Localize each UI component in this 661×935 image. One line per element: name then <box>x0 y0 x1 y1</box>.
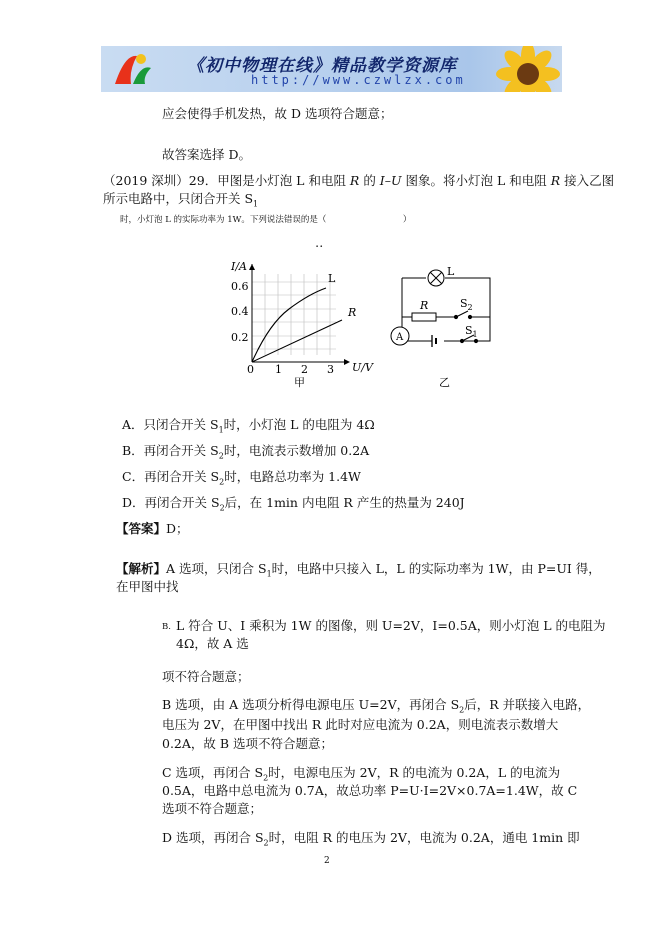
analysis-line <box>116 560 601 583</box>
ammeter-label: A <box>396 332 404 343</box>
text-span: B．再闭合开关 S <box>122 443 219 458</box>
text-span: C 选项，再闭合 S <box>162 765 264 780</box>
text-span: 时，电源电压为 2V，R 的电流为 0.2A，L 的电流为 <box>268 765 561 780</box>
text-span: （2019 深圳）29．甲图是小灯泡 L 和电阻 <box>103 173 350 188</box>
analysis-line: 0.2A，故 B 选项不符合题意； <box>162 736 334 751</box>
text-span: A．只闭合开关 S <box>122 417 219 432</box>
text-span: 的 <box>359 173 380 188</box>
analysis-line <box>162 829 580 852</box>
option-mark: B. <box>162 622 171 632</box>
answer <box>116 520 189 537</box>
analysis-line: 0.5A，电路中总电流为 0.7A，故总功率 P=U·I=2V×0.7A=1.4W，故 C <box>162 783 578 798</box>
text-span: 时，电路中只接入 L，L 的实际功率为 1W，由 P=UI 得， <box>271 561 601 576</box>
option-b <box>122 442 369 465</box>
resistor-icon <box>412 313 436 321</box>
analysis-line: 在甲图中找 <box>116 579 179 594</box>
subscript: 2 <box>263 773 269 783</box>
text-span: 时，电阻 R 的电压为 2V，电流为 0.2A，通电 1min 即 <box>268 830 580 845</box>
text-span: 后，在 1min 内电阻 R 产生的热量为 240J <box>224 495 465 510</box>
curve-L <box>252 288 326 362</box>
subscript: 2 <box>219 503 225 513</box>
banner-url: http://www.czwlzx.com <box>251 73 466 87</box>
x-axis-label: U/V <box>352 361 373 374</box>
text-span: C．再闭合开关 S <box>122 469 220 484</box>
text-span: 后，R 并联接入电路， <box>464 697 591 712</box>
figure <box>224 252 494 397</box>
text-span: 时，小灯泡 L 的电阻为 4Ω <box>223 417 375 432</box>
text-span: 接入乙图 <box>560 173 615 188</box>
y-tick: 0.6 <box>231 280 249 293</box>
text-span: 时，电流表示数增加 0.2A <box>223 443 370 458</box>
y-tick: 0.4 <box>231 305 249 318</box>
analysis-line: 电压为 2V，在甲图中找出 R 此时对应电流为 0.2A，则电流表示数增大 <box>162 717 559 732</box>
figure-caption-yi: 乙 <box>439 376 450 389</box>
text-span: R <box>550 173 561 188</box>
line-R <box>252 320 342 362</box>
answer-value: D； <box>166 521 189 536</box>
curve-label-L: L <box>328 272 336 285</box>
subscript: 2 <box>467 303 473 312</box>
text-line: 故答案选择 D。 <box>162 147 251 162</box>
y-tick: 0.2 <box>231 331 249 344</box>
text-span: S <box>465 324 473 337</box>
subscript: 2 <box>263 838 269 848</box>
subscript: 2 <box>219 477 225 487</box>
x-tick: 1 <box>275 363 282 376</box>
analysis-line: L 符合 U、I 乘积为 1W 的图像，则 U=2V，I=0.5A，则小灯泡 L 的电阻为 <box>176 618 606 633</box>
analysis-label: 【解析】 <box>116 561 167 576</box>
subscript: 2 <box>459 705 465 715</box>
analysis-line: 选项不符合题意； <box>162 801 263 816</box>
switch-s2-label <box>460 297 473 312</box>
lamp-label: L <box>447 265 455 278</box>
answer-label: 【答案】 <box>116 521 167 536</box>
dots: ‥ <box>315 235 324 250</box>
switch-s1-label <box>465 324 478 339</box>
x-tick: 3 <box>327 363 334 376</box>
x-tick: 2 <box>301 363 308 376</box>
analysis-line: 项不符合题意； <box>162 669 250 684</box>
question-stem <box>103 172 614 189</box>
text-line: 应会使得手机发热，故 D 选项符合题意； <box>162 106 393 121</box>
curve-label-R: R <box>348 306 357 319</box>
sunflower-icon <box>488 46 562 92</box>
text-span: 图象。将小灯泡 L 和电阻 <box>401 173 551 188</box>
subscript: 1 <box>218 425 224 435</box>
option-c <box>122 468 361 491</box>
figure-caption-jia: 甲 <box>294 376 305 389</box>
text-span: R <box>349 173 360 188</box>
banner-title: 《初中物理在线》精品教学资源库 <box>187 56 457 76</box>
subscript: 1 <box>253 199 259 209</box>
x-tick: 0 <box>247 363 254 376</box>
subscript: 1 <box>472 330 478 339</box>
text-span: A 选项，只闭合 S <box>166 561 267 576</box>
text-span: 时，电路总功率为 1.4W <box>224 469 361 484</box>
graph-jia <box>230 260 374 389</box>
header-banner <box>101 46 562 92</box>
page-number: 2 <box>324 856 330 866</box>
subscript: 1 <box>266 569 272 579</box>
text-span: 所示电路中，只闭合开关 S <box>103 191 254 206</box>
text-span: B 选项，由 A 选项分析得电源电压 U=2V，再闭合 S <box>162 697 460 712</box>
option-d <box>122 494 465 517</box>
question-stem-3: 时，小灯泡 L 的实际功率为 1W。下列说法错误的是（ ） <box>120 215 412 225</box>
question-stem-2 <box>103 190 258 213</box>
text-span: I–U <box>379 173 402 188</box>
resistor-label: R <box>420 299 429 312</box>
logo-icon <box>111 50 155 88</box>
analysis-line: 4Ω，故 A 选 <box>176 636 249 651</box>
text-span: D 选项，再闭合 S <box>162 830 264 845</box>
text-span: D．再闭合开关 S <box>122 495 220 510</box>
y-axis-label: I/A <box>231 260 247 273</box>
text-span: S <box>460 297 468 310</box>
option-a <box>122 416 375 439</box>
subscript: 2 <box>218 451 224 461</box>
